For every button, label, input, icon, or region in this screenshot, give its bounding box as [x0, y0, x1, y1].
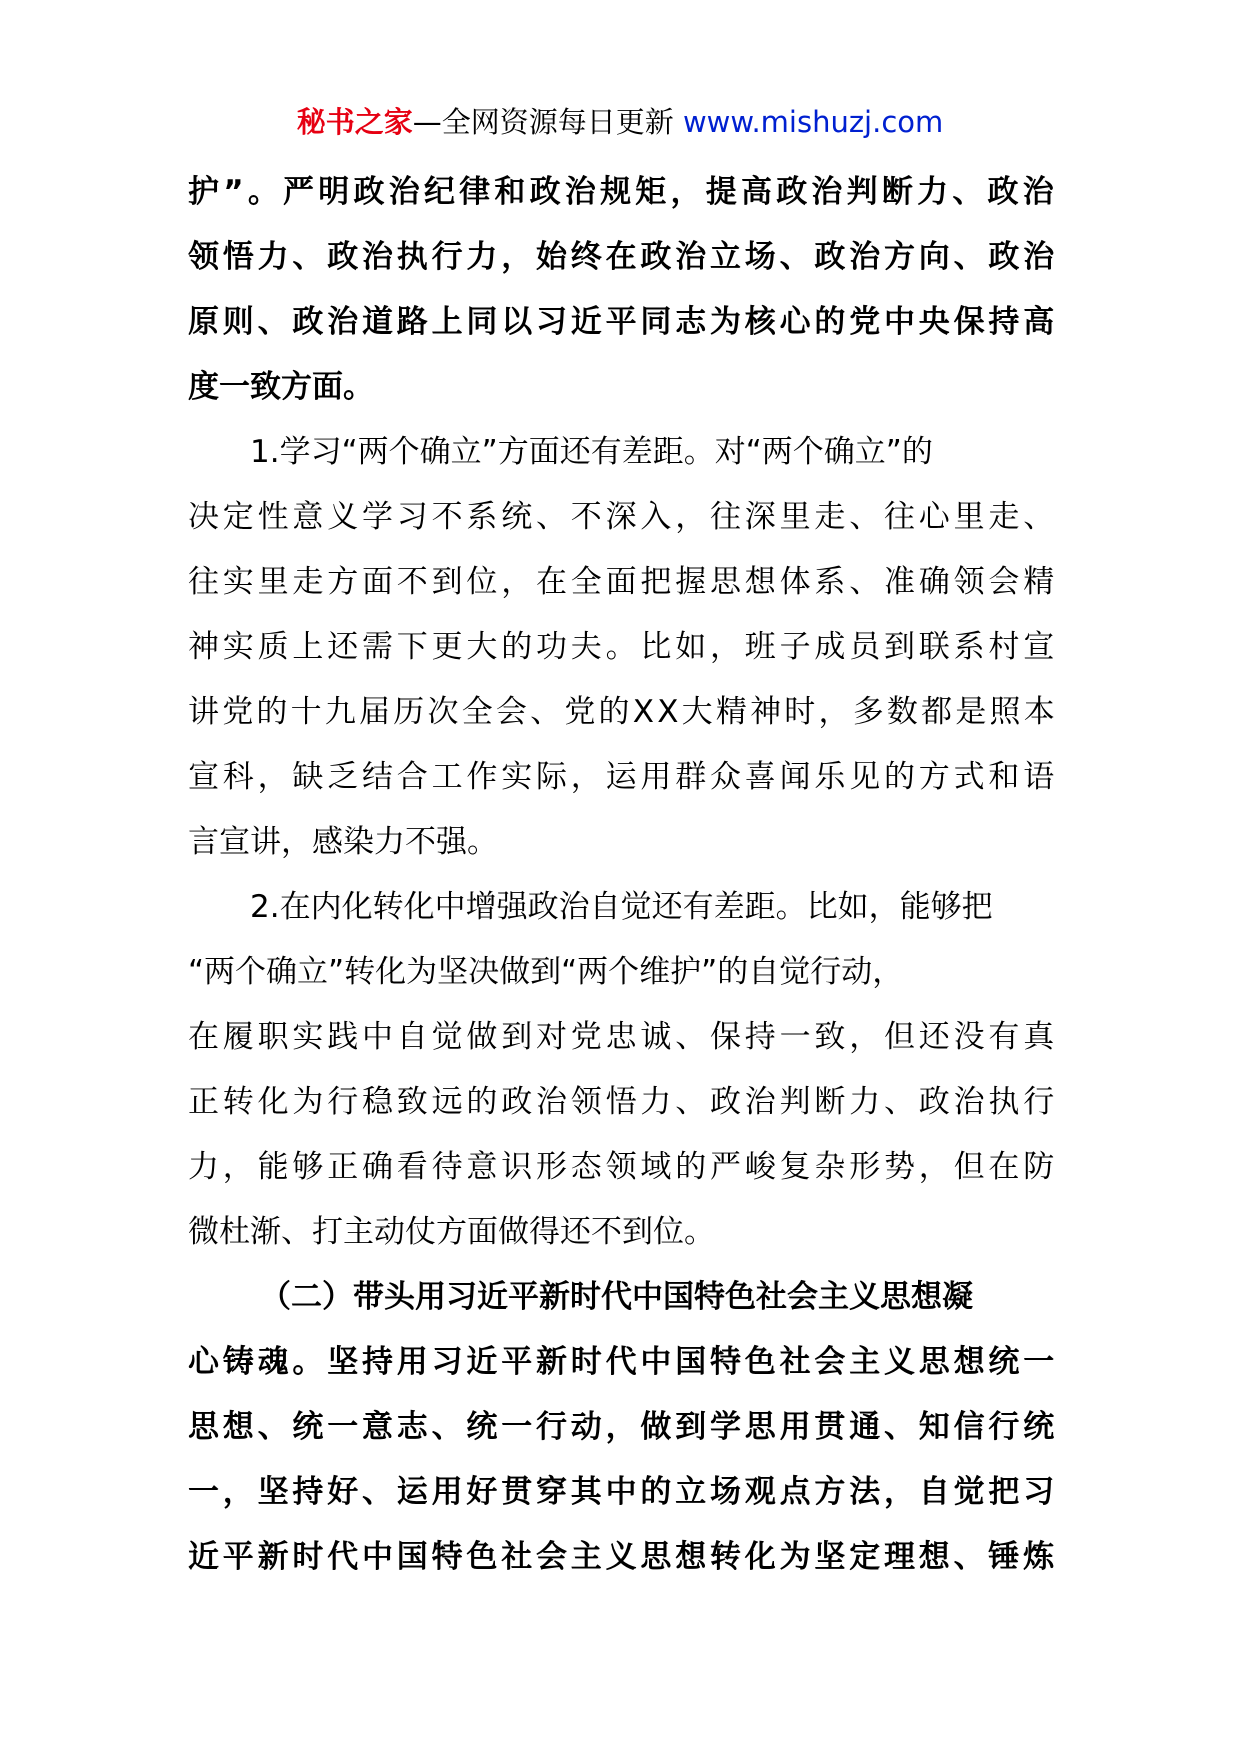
text-line: 讲党的十九届历次全会、党的XX大精神时，多数都是照本: [188, 694, 1058, 730]
text-line: 原则、政治道路上同以习近平同志为核心的党中央保持高: [188, 304, 1058, 340]
text-line: 思想、统一意志、统一行动，做到学思用贯通、知信行统: [188, 1409, 1058, 1445]
text-line: 决定性意义学习不系统、不深入，往深里走、往心里走、: [188, 499, 1058, 535]
text-line: 护”。严明政治纪律和政治规矩，提高政治判断力、政治: [188, 174, 1058, 210]
text-line: 力，能够正确看待意识形态领域的严峻复杂形势，但在防: [188, 1149, 1058, 1185]
text-line: 在履职实践中自觉做到对党忠诚、保持一致，但还没有真: [188, 1019, 1058, 1055]
text-line: 往实里走方面不到位，在全面把握思想体系、准确领会精: [188, 564, 1058, 600]
section-heading-2: （二）带头用习近平新时代中国特色社会主义思想凝: [260, 1279, 973, 1315]
text-line: 正转化为行稳致远的政治领悟力、政治判断力、政治执行: [188, 1084, 1058, 1120]
text-line: 神实质上还需下更大的功夫。比如，班子成员到联系村宣: [188, 629, 1058, 665]
header-tagline: —全网资源每日更新: [412, 105, 683, 139]
paragraph-1-first-line: 1.学习“两个确立”方面还有差距。对“两个确立”的: [250, 434, 933, 470]
text-line: 度一致方面。: [188, 369, 374, 405]
paragraph-2-first-line: 2.在内化转化中增强政治自觉还有差距。比如，能够把: [250, 889, 993, 925]
text-line: 心铸魂。坚持用习近平新时代中国特色社会主义思想统一: [188, 1344, 1058, 1380]
text-line: 言宣讲，感染力不强。: [188, 824, 498, 860]
text-line: “两个确立”转化为坚决做到“两个维护”的自觉行动，: [188, 954, 904, 990]
header-url-link[interactable]: www.mishuzj.com: [682, 105, 944, 139]
text-line: 近平新时代中国特色社会主义思想转化为坚定理想、锤炼: [188, 1539, 1058, 1575]
page-header: [0, 100, 1240, 144]
header-brand: 秘书之家: [296, 105, 413, 139]
text-line: 宣科，缺乏结合工作实际，运用群众喜闻乐见的方式和语: [188, 759, 1058, 795]
document-body: [188, 160, 1058, 1590]
text-line: 一，坚持好、运用好贯穿其中的立场观点方法，自觉把习: [188, 1474, 1058, 1510]
text-line: 微杜渐、打主动仗方面做得还不到位。: [188, 1214, 715, 1250]
text-line: 领悟力、政治执行力，始终在政治立场、政治方向、政治: [188, 239, 1058, 275]
